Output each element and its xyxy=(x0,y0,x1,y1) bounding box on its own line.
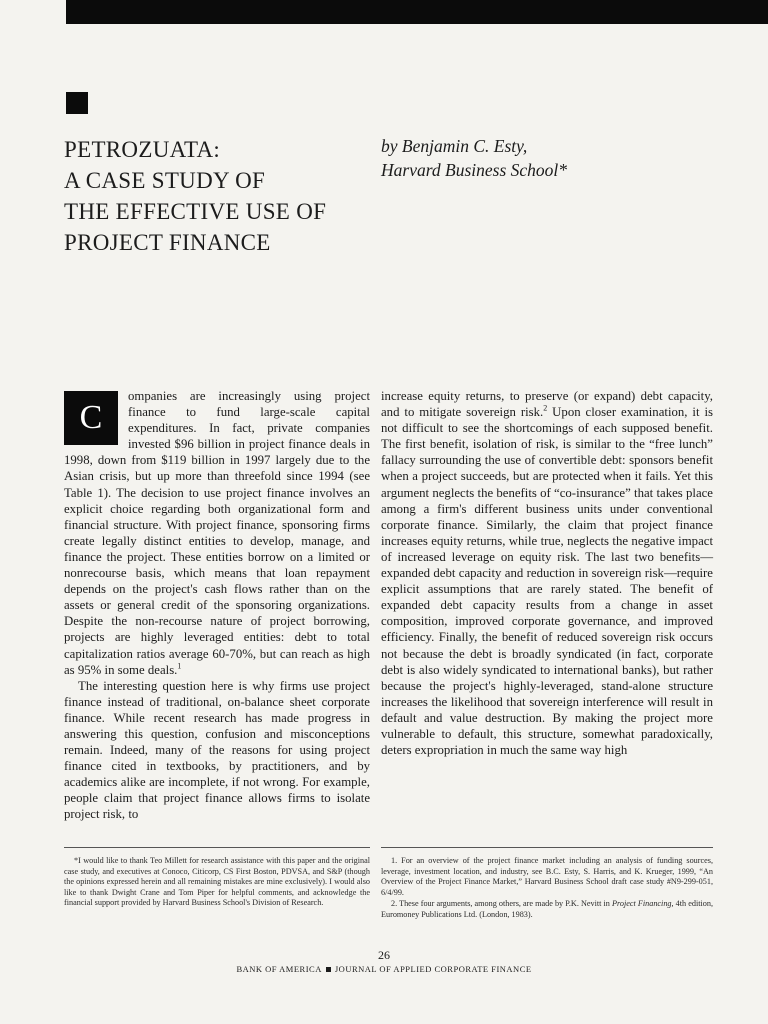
article-title xyxy=(64,134,384,258)
title-line: A CASE STUDY OF xyxy=(64,168,266,193)
drop-cap: C xyxy=(64,391,118,445)
footer-publisher: BANK OF AMERICA xyxy=(236,964,322,974)
author-byline xyxy=(381,134,721,182)
paragraph: The interesting question here is why firms use project finance instead of traditional, on-balance sheet corporate finance. While recent research has made progress in answering this question, confusion and misconceptions remain. Indeed, many of the reasons for using project finance cited in textbooks, by practitioners, and by academics alike are incomplete, if not wrong. For example, people claim that project finance allows firms to isolate project risk, to xyxy=(64,678,370,822)
body-column-right xyxy=(381,388,713,758)
paragraph-text: Upon closer examination, it is not difficult to see the shortcomings of each supposed benefit. The first benefit, isolation of risk, is similar to the “free lunch” fallacy surrounding the use of convertible debt: sponsors benefit when a project succeeds, but are protected when it fails. Yet this argument neglects the benefits of “co-insurance” that takes place among a firm's different business units under conventional corporate finance. Similarly, the claim that project finance increases equity returns, while true, neglects the negative impact of increased leverage on equity risk. The last two benefits—expanded debt capacity and reduction in sovereign risk—require explicit assumptions that are rarely stated. The benefit of expanded debt capacity results from a change in asset composition, improved corporate governance, and improved efficiency. Finally, the benefit of reduced sovereign risk occurs not because the debt is broadly syndicated (in fact, corporate debt is also widely syndicated to international banks), but rather because the project's highly-leveraged, stand-alone structure increases the likelihood that sovereign interference will result in default and value destruction. By making the project more vulnerable to default, this structure, somewhat paradoxically, deters expropriation in much the same way high xyxy=(381,405,713,758)
footnote-acknowledgment: *I would like to thank Teo Millett for research assistance with this paper and the original case study, and executives at Conoco, Citicorp, CS First Boston, PDVSA, and S&P (though the opinions expressed herein and all remaining mistakes are mine exclusively). I would also like to thank Dwight Crane and Tom Piper for helpful comments, and acknowledge the financial support provided by Harvard Business School's Division of Research. xyxy=(64,856,370,908)
title-line: PROJECT FINANCE xyxy=(64,230,271,255)
footnote-divider xyxy=(64,847,370,848)
section-marker-square xyxy=(66,92,88,114)
footnotes-left xyxy=(64,856,370,910)
running-footer xyxy=(0,964,768,974)
bullet-separator xyxy=(326,967,331,972)
cited-book-title: Project Financing xyxy=(611,899,672,909)
author-name: by Benjamin C. Esty, xyxy=(381,136,528,156)
page-number: 26 xyxy=(378,948,390,962)
paragraph xyxy=(64,388,370,678)
footer-journal: JOURNAL OF APPLIED CORPORATE FINANCE xyxy=(334,964,532,974)
author-affiliation: Harvard Business School* xyxy=(381,160,568,180)
title-line: THE EFFECTIVE USE OF xyxy=(64,199,327,224)
paragraph xyxy=(381,388,713,758)
title-line: PETROZUATA: xyxy=(64,137,221,162)
body-column-left xyxy=(64,388,370,823)
header-bar xyxy=(66,0,768,24)
footnote-marker: 1 xyxy=(177,661,182,671)
footnote-divider xyxy=(381,847,713,848)
paragraph-text: ompanies are increasingly using project finance to fund large-scale capital expenditures. In fact, private companies invested $96 billion in project finance deals in 1998, down from $119 billion in 1997 largely due to the Asian crisis, but up more than threefold since 1994 (see Table 1). The decision to use project finance involves an explicit choice regarding both organizational form and financial structure. With project finance, sponsoring firms create legally distinct entities to develop, manage, and finance the project. These entities borrow on a limited or nonrecourse basis, which means that loan repayment depends on the project's cash flows rather than on the assets or general credit of the sponsoring organizations. Despite the non-recourse nature of project borrowing, projects are highly leveraged entities: debt to total capitalization ratios average 60-70%, but can reach as high as 95% in some deals. xyxy=(64,389,370,677)
paragraph-text: increase equity returns, to preserve (or expand) debt capacity, and to mitigate sovereign risk. xyxy=(381,389,713,420)
footnote-1: 1. For an overview of the project finance market including an analysis of funding sources, leverage, investment location, and industry, see B.C. Esty, S. Harris, and K. Krueger, 1999, “An Overview of the Project Finance Market,” Harvard Business School draft case study #N9-299-051, 6/4/99. xyxy=(381,856,713,897)
footnote-2: 2. These four arguments, among others, are made by P.K. Nevitt in Project Financing, 4th edition, Euromoney Publications Ltd. (London, 1983). xyxy=(381,899,714,919)
footnotes-right xyxy=(381,856,713,922)
footnote-marker: 2 xyxy=(543,403,548,413)
